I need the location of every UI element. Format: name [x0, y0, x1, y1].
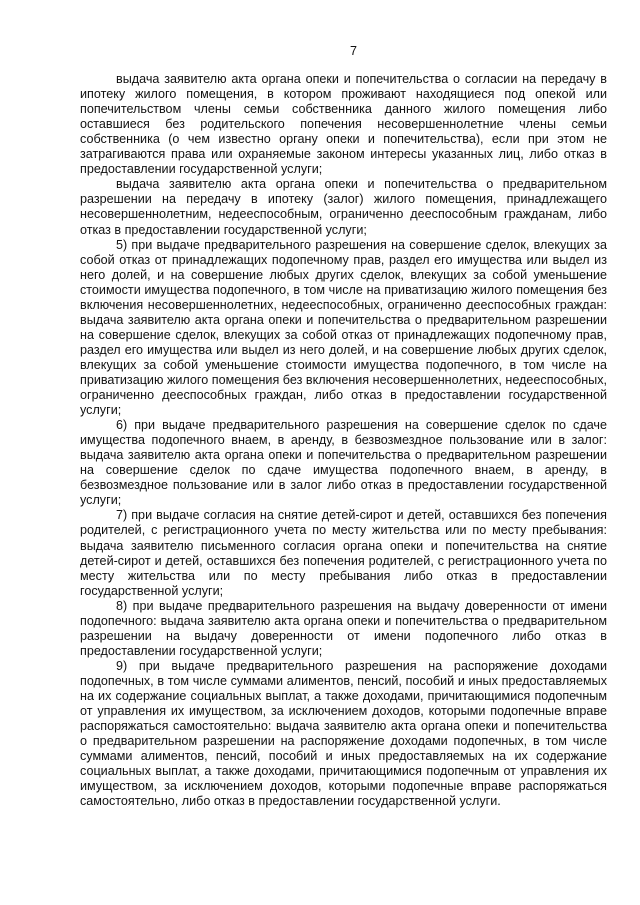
paragraph-item-5: 5) при выдаче предварительного разрешения на совершение сделок, влекущих за собой отказ от принадлежащих подопечному прав, раздел его имущества или выдел из него долей, и на совершение любых других сделок, влекущих за собой уменьшение стоимости имущества подопечного, в том числе на приватизацию жилого помещения без включения несовершеннолетних, недееспособных, ограниченно дееспособных граждан: выдача заявителю акта органа опеки и попечительства о предварительном разрешении на совершение сделок, влекущих за собой отказ от принадлежащих подопечному прав, раздел его имущества или выдел из него долей, и на совершение любых других сделок, влекущих за собой уменьшение стоимости имущества подопечного, в том числе на приватизацию жилого помещения без включения несовершеннолетних, недееспособных, ограниченно дееспособных граждан, либо отказ в предоставлении государственной услуги;: [80, 237, 607, 418]
paragraph-item-6: 6) при выдаче предварительного разрешения на совершение сделок по сдаче имущества подопечного внаем, в аренду, в безвозмездное пользование или в залог: выдача заявителю акта органа опеки и попечительства о предварительном разрешении на совершение сделок по сдаче имущества подопечного внаем, в аренду, в безвозмездное пользование или в залог либо отказ в предоставлении государственной услуги;: [80, 418, 607, 508]
paragraph-item-7: 7) при выдаче согласия на снятие детей-сирот и детей, оставшихся без попечения родителей, с регистрационного учета по месту жительства или по месту пребывания: выдача заявителю письменного согласия органа опеки и попечительства на снятие детей-сирот и детей, оставшихся без попечения родителей, с регистрационного учета по месту жительства или по месту пребывания либо отказ в предоставлении государственной услуги;: [80, 508, 607, 598]
paragraph-mortgage-consent: выдача заявителю акта органа опеки и попечительства о согласии на передачу в ипотеку жилого помещения, в котором проживают находящиеся под опекой или попечительством члены семьи собственника данного жилого помещения либо оставшиеся без родительского попечения несовершеннолетние члены семьи собственника (о чем известно органу опеки и попечительства), если при этом не затрагиваются права или охраняемые законом интересы указанных лиц, либо отказ в предоставлении государственной услуги;: [80, 72, 607, 177]
paragraph-item-8: 8) при выдаче предварительного разрешения на выдачу доверенности от имени подопечного: выдача заявителю акта органа опеки и попечительства о предварительном разрешении на выдачу доверенности от имени подопечного либо отказ в предоставлении государственной услуги;: [80, 598, 607, 658]
paragraph-item-9: 9) при выдаче предварительного разрешения на распоряжение доходами подопечных, в том числе суммами алиментов, пенсий, пособий и иных предоставляемых на их содержание социальных выплат, а также доходами, причитающимися подопечным от управления их имуществом, за исключением доходов, которыми подопечные вправе распоряжаться самостоятельно: выдача заявителю акта органа опеки и попечительства о предварительном разрешении на распоряжение доходами подопечных, в том числе суммами алиментов, пенсий, пособий и иных предоставляемых на их содержание социальных выплат, а также доходами, причитающимися подопечным от управления их имуществом, за исключением доходов, которыми подопечные вправе распоряжаться самостоятельно, либо отказ в предоставлении государственной услуги.: [80, 658, 607, 809]
paragraph-mortgage-permission: выдача заявителю акта органа опеки и попечительства о предварительном разрешении на передачу в ипотеку (залог) жилого помещения, принадлежащего несовершеннолетним, недееспособным, ограниченно дееспособным гражданам, либо отказ в предоставлении государственной услуги;: [80, 177, 607, 237]
page-number: 7: [349, 44, 357, 58]
